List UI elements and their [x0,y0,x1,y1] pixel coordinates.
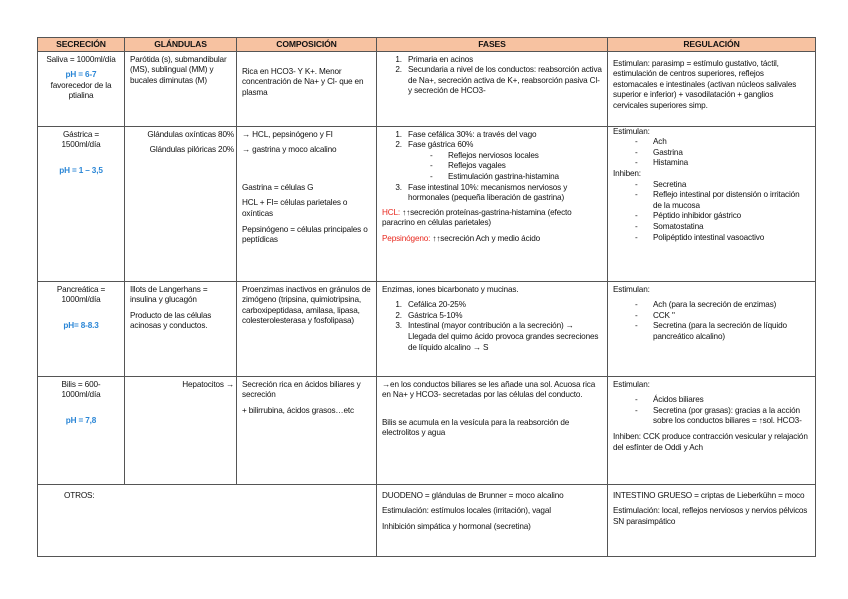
hcl-label: HCL: [382,207,401,217]
hcl-note [382,208,602,229]
list-item: - Polipéptido intestinal vasoactivo [635,233,810,244]
list-item: - Histamina [635,158,810,169]
cell-duodeno [377,484,608,556]
phase-item: 2. Gástrica 5-10% [404,311,602,322]
composition-item: Secreción rica en ácidos biliares y secreción [242,379,361,400]
header-composicion: COMPOSICIÓN [237,38,377,52]
cell-glandulas: Parótida (s), submandibular (MS), sublingual (MM) y bucales diminutas (M) [125,51,237,126]
gland-item: Glándulas oxínticas 80% [147,129,234,139]
stimulate-label: Estimulan: [613,379,650,389]
list-item: - Ach [635,137,810,148]
secretion-note: favorecedor de la ptialina [50,80,112,101]
secretions-table [37,37,816,557]
ph-value: pH= 8-8.3 [63,320,99,330]
header-row [38,38,816,52]
cell-composicion [237,376,377,484]
cell-otros-label [38,484,377,556]
cell-secrecion [38,51,125,126]
secretion-volume: Gástrica = 1500ml/día [61,129,101,150]
sub-item: - Estimulación gastrina-histamina [430,172,602,183]
header-fases: FASES [377,38,608,52]
row-gastrica [38,126,816,281]
list-item: - Péptido inhibidor gástrico [635,211,810,222]
phase-item: →en los conductos biliares se les añade una sol. Acuosa rica en Na+ y HCO3- secretadas por las células del conducto. [382,379,596,400]
cell-composicion: Proenzimas inactivos en gránulos de zimógeno (tripsina, quimiotripsina, carboxipeptidasa, amilasa, lipasa, colesterolesterasa y fosfolipasa) [237,281,377,376]
inhibit-label: Inhiben: [613,168,641,178]
hcl-text: ↑↑secreción proteínas-gastrina-histamina (efecto paracrino en células parietales) [382,207,572,228]
cell-fases [377,281,608,376]
list-item: - Ácidos biliares [635,395,810,406]
ph-value: pH = 1 – 3,5 [59,165,103,175]
cell-composicion [237,126,377,281]
gland-item: Producto de las células acinosas y conductos. [130,310,212,331]
cell-secrecion [38,281,125,376]
intestino-item: INTESTINO GRUESO = criptas de Lieberkühn = moco [613,490,805,500]
stimulate-label: Estimulan: [613,126,650,136]
inhibit-text: Inhiben: CCK produce contracción vesicular y relajación del esfínter de Oddi y Ach [613,431,808,452]
list-item: - Secretina (por grasas): gracias a la acción sobre los conductos biliares = ↑sol. HCO3- [635,406,810,427]
composition-item: → HCL, pepsinógeno y FI [242,129,333,139]
row-saliva [38,51,816,126]
duodeno-item: DUODENO = glándulas de Brunner = moco alcalino [382,490,564,500]
composition-item: → gastrina y moco alcalino [242,145,337,155]
list-item: - Secretina (para la secreción de líquido pancreático alcalino) [635,321,810,342]
header-regulacion: REGULACIÓN [608,38,816,52]
list-item: - Gastrina [635,148,810,159]
cell-secrecion [38,126,125,281]
list-item: - Reflejo intestinal por distensión o irritación de la mucosa [635,190,810,211]
phase-item: 3. Fase intestinal 10%: mecanismos nerviosos y hormonales (pequeña liberación de gastrina) [404,183,602,204]
list-item: - Secretina [635,180,810,191]
list-item: - Somatostatina [635,222,810,233]
phase-item: 3. Intestinal (mayor contribución a la secreción) → Llegada del quimo ácido provoca grandes secreciones de líquido alcalino → S [404,321,602,353]
phase-intro: Enzimas, iones bicarbonato y mucinas. [382,284,519,294]
cell-regulacion [608,281,816,376]
list-item: - CCK " [635,311,810,322]
phase-label: Fase gástrica 60% [408,140,474,150]
duodeno-item: Estimulación: estímulos locales (irritación), vagal [382,506,551,516]
composition-item: Pepsinógeno = células principales o peptídicas [242,224,368,245]
phase-item: 1. Primaria en acinos [404,55,602,66]
composition-item: Gastrina = células G [242,182,314,192]
sub-item: - Reflejos vagales [430,161,602,172]
phase-item: 2. Secundaria a nivel de los conductos: reabsorción activa de Na+, secreción activa de K+, reabsorción pasiva Cl- y secreción de HCO3- [404,65,602,97]
secretion-volume: Bilis = 600-1000ml/día [61,379,101,400]
header-secrecion: SECRECIÓN [38,38,125,52]
cell-intestino [608,484,816,556]
header-glandulas: GLÁNDULAS [125,38,237,52]
phase-item: Bilis se acumula en la vesícula para la reabsorción de electrolitos y agua [382,417,570,438]
composition-text: Rica en HCO3- Y K+. Menor concentración de Na+ y Cl- que en plasma [242,66,364,97]
otros-label: OTROS: [64,490,95,500]
row-bilis [38,376,816,484]
composition-item: HCL + FI= células parietales o oxínticas [242,198,348,218]
phase-item [404,140,602,182]
cell-glandulas [125,281,237,376]
cell-fases [377,51,608,126]
secretion-volume: Pancreática = 1000ml/día [56,284,106,305]
cell-glandulas [125,126,237,281]
cell-glandulas: Hepatocitos → [125,376,237,484]
stimulate-label: Estimulan: [613,284,650,294]
list-item: - Ach (para la secreción de enzimas) [635,300,810,311]
ph-value: pH = 7,8 [65,415,97,425]
phase-item: 1. Cefálica 20-25% [404,300,602,311]
row-otros [38,484,816,556]
pepsinogen-label: Pepsinógeno: [382,233,431,243]
cell-fases [377,126,608,281]
cell-regulacion [608,51,816,126]
pepsinogen-text: ↑↑secreción Ach y medio ácido [430,233,541,243]
regulation-text: Estimulan: parasimp = estímulo gustativo, táctil, estimulación de centros superiores, reflejos estomacales e intestinales (activan núcleos salivales superior e inferior) + vasodilatación + ganglios cervicales superiores simp. [613,58,797,110]
phase-item: 1. Fase cefálica 30%: a través del vago [404,130,602,141]
ph-value: pH = 6-7 [65,70,97,80]
cell-secrecion [38,376,125,484]
row-pancreatica [38,281,816,376]
gland-item: Glándulas pilóricas 20% [149,145,234,155]
composition-item: + bilirrubina, ácidos grasos…etc [242,405,354,415]
gland-item: Illots de Langerhans = insulina y glucagón [130,284,208,305]
cell-regulacion [608,126,816,281]
cell-fases [377,376,608,484]
sub-item: - Reflejos nerviosos locales [430,151,602,162]
secretion-volume: Saliva = 1000ml/día [46,54,116,64]
cell-composicion [237,51,377,126]
cell-regulacion [608,376,816,484]
duodeno-item: Inhibición simpática y hormonal (secretina) [382,521,531,531]
intestino-item: Estimulación: local, reflejos nerviosos y nervios pélvicos SN parasimpático [613,506,808,526]
pepsinogen-note [382,234,602,245]
